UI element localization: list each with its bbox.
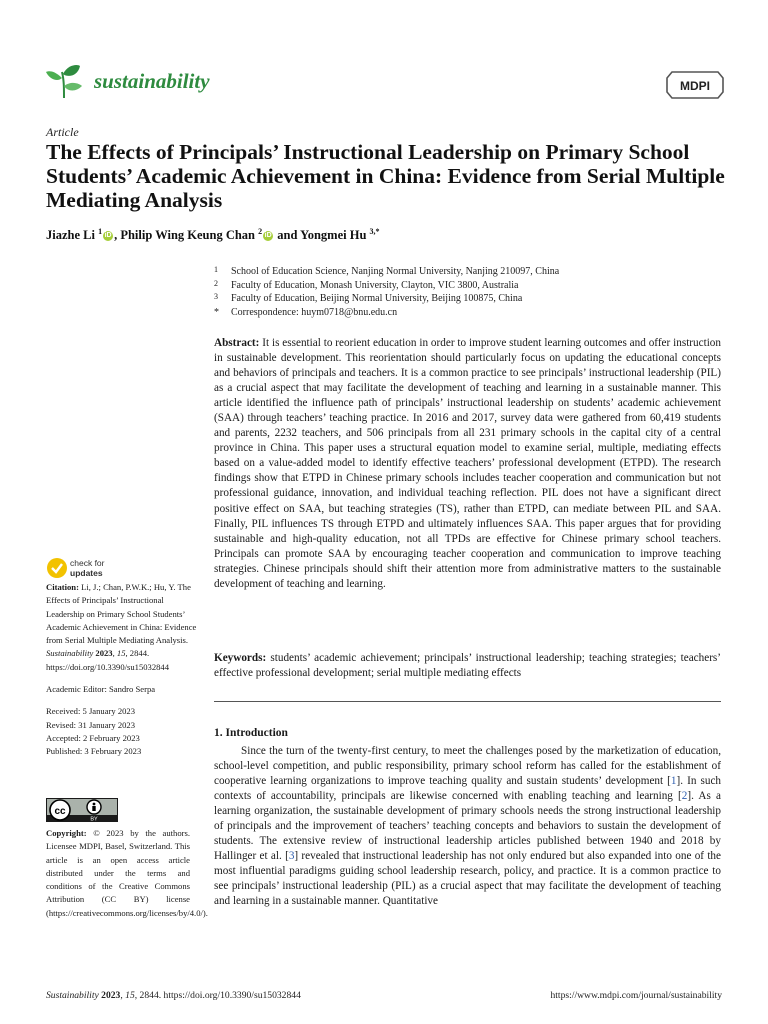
section-divider (214, 701, 721, 702)
footer-year: 2023 (98, 990, 121, 1001)
reference-link[interactable]: 3 (288, 850, 295, 863)
footer-doi[interactable]: , 2844. https://doi.org/10.3390/su15032844 (134, 990, 301, 1001)
footer-text: , (120, 990, 126, 1001)
author-separator: , (114, 228, 121, 243)
academic-editor: Academic Editor: Sandro Serpa (46, 684, 156, 695)
affiliation-marker: 1 (214, 265, 218, 274)
accepted-date: Accepted: 2 February 2023 (46, 732, 140, 743)
check-updates-line2: updates (70, 568, 103, 578)
affiliation-marker: 2 (214, 278, 218, 288)
revised-date: Revised: 31 January 2023 (46, 719, 136, 730)
section-heading: 1. Introduction (214, 727, 288, 739)
check-updates-line1: check for (70, 558, 105, 568)
sidebar (46, 581, 198, 759)
affiliation-item (214, 265, 734, 279)
cc-by-license-badge[interactable] (46, 798, 118, 822)
intro-paragraph (214, 744, 721, 910)
author-affiliation-marker: 2 (258, 227, 263, 236)
affiliation-text: Faculty of Education, Monash University, Clayton, VIC 3800, Australia (231, 279, 519, 291)
check-for-updates-badge[interactable] (46, 556, 156, 580)
correspondence[interactable] (214, 306, 734, 320)
abstract (214, 336, 721, 592)
received-date: Received: 5 January 2023 (46, 706, 136, 717)
affiliation-text: School of Education Science, Nanjing Normal University, Nanjing 210097, China (231, 266, 560, 277)
citation-text: Li, J.; Chan, P.W.K.; Hu, Y. The Effects of Principals’ Instructional Leadership on Primary School Students’ Academic Achievement in China: Evidence from Serial Multiple Mediating Analysis. (46, 582, 197, 646)
affiliations (214, 265, 734, 319)
author-name[interactable]: Yongmei Hu (300, 228, 367, 243)
mdpi-logo[interactable] (666, 70, 724, 100)
reference-link[interactable]: 2 (681, 790, 688, 803)
orcid-icon[interactable]: iD (264, 232, 272, 240)
journal-name[interactable]: sustainability (94, 69, 210, 93)
author-list (46, 227, 380, 243)
footer-volume: 15 (125, 990, 135, 1001)
journal-leaf-logo (44, 62, 84, 100)
abstract-text: It is essential to reorient education in order to improve student learning outcomes and offer instruction in sustainable development. This reorientation should particularly focus on updating the educational concepts and behaviors of principals and teachers. It is a common practice to see principals’ instructional leadership (PIL) as a crucial aspect that may facilitate the development of teaching and learning in a sustainable manner. This article identified the influence path of principals’ instructional leadership on students’ academic achievement (SAA) through teachers’ teaching practice. In 2016 and 2017, survey data were gathered from 60,419 students and parents, 2232 teachers, and 506 principals from all 231 primary schools in the capital city of a central province in China. This paper uses a structural equation model to examine serial, multiple, mediating effects based on a value-added model to identify effective teachers’ professional development (ETPD). The research findings show that ETPD in Chinese primary schools includes teacher cooperation and communication but not professional guidance, innovation, and individual teaching reflection. PIL does not have a significant direct positive effect on SAA, but teaching strategies (TS), rather than ETPD, can mediate between PIL and SAA. Finally, PIL influences TS through ETPD and ultimately influences SAA. This paper argues that for providing sustainable and high-quality education, not all TPDs are effective for Chinese primary school teachers. Principals can promote SAA by encouraging teacher cooperation and communication to improve teaching strategies. Chinese principals should shift their attention more from administrative matters to the sustainable development of teaching and learning. (214, 337, 721, 590)
citation-journal: Sustainability (46, 648, 94, 659)
reference-link[interactable]: 1 (670, 775, 677, 788)
author-name[interactable]: Philip Wing Keung Chan (120, 228, 256, 243)
citation-year: 2023 (93, 648, 113, 659)
author-separator: and (274, 228, 301, 243)
intro-text: Since the turn of the twenty-first century, to meet the challenges posed by the marketization of education, school-level competition, and public responsibility, primary school reform has called for the establishment of cooperative learning organizations to improve teaching quality and sustain students’ development [ (214, 745, 721, 788)
citation-text: , (112, 648, 117, 659)
copyright-label: Copyright: (46, 828, 87, 838)
copyright-text: © 2023 by the authors. Licensee MDPI, Basel, Switzerland. This article is an open access article distributed under the terms and conditions of the Creative Commons Attribution (CC BY) license (https://creativecommons.org/licenses/by/4.0/). (46, 828, 208, 918)
svg-text:cc: cc (54, 806, 66, 817)
citation (46, 581, 198, 674)
keywords (214, 651, 721, 681)
intro-text: ]. In such contexts of accountability, principals are likewise concerned with enabling teaching and learning [ (214, 775, 722, 803)
keywords-text: students’ academic achievement; principals’ instructional leadership; teaching strategies; teachers’ effective professional development; serial multiple mediating effects (214, 652, 721, 680)
intro-text: ] revealed that instructional leadership has not only endured but also expanded into one of the most influential paradigms guiding school leadership research, policy, and practice. It is a common practice to see principals’ instructional leadership (PIL) as a crucial aspect that may facilitate the development of teaching and learning in a sustainable manner. Quantitative (214, 850, 721, 908)
mdpi-logo-text: MDPI (680, 79, 710, 93)
article-title: The Effects of Principals’ Instructional Leadership on Primary School Students’ Academic Achievement in China: Evidence from Serial Multiple Mediating Analysis (46, 140, 725, 212)
correspondence-text[interactable]: Correspondence: huym0718@bnu.edu.cn (231, 306, 398, 318)
article-type: Article (46, 125, 79, 139)
check-icon (47, 558, 67, 578)
citation-label: Citation: (46, 582, 79, 592)
author-name[interactable]: Jiazhe Li (46, 228, 95, 243)
copyright-notice (46, 827, 208, 920)
intro-text: ]. As a learning organization, the sustainable development of primary schools needs the strong instructional leadership of principals and the improvement of teachers’ teaching concepts and behaviors to sustain the development of students. The extensive review of instructional leadership articles published between 1940 and 2018 by Hallinger et al. [ (214, 790, 721, 863)
footer-journal-url[interactable]: https://www.mdpi.com/journal/sustainability (550, 990, 722, 1001)
footer-citation (46, 990, 301, 1001)
author-affiliation-marker: 3,* (369, 227, 380, 236)
abstract-label: Abstract: (214, 337, 260, 349)
affiliation-marker: 3 (214, 292, 218, 301)
affiliation-item (214, 292, 734, 306)
keywords-label: Keywords: (214, 652, 267, 664)
footer-journal: Sustainability (46, 990, 99, 1001)
affiliation-marker: * (214, 306, 219, 318)
published-date: Published: 3 February 2023 (46, 746, 142, 757)
cc-by-label: BY (90, 816, 98, 822)
orcid-icon[interactable]: iD (104, 232, 112, 240)
affiliation-text: Faculty of Education, Beijing Normal University, Beijing 100875, China (231, 293, 523, 304)
affiliation-item (214, 279, 734, 293)
citation-volume: 15 (116, 648, 126, 659)
citation-doi[interactable]: , 2844. https://doi.org/10.3390/su15032844 (46, 648, 170, 672)
author-affiliation-marker: 1 (98, 227, 103, 236)
